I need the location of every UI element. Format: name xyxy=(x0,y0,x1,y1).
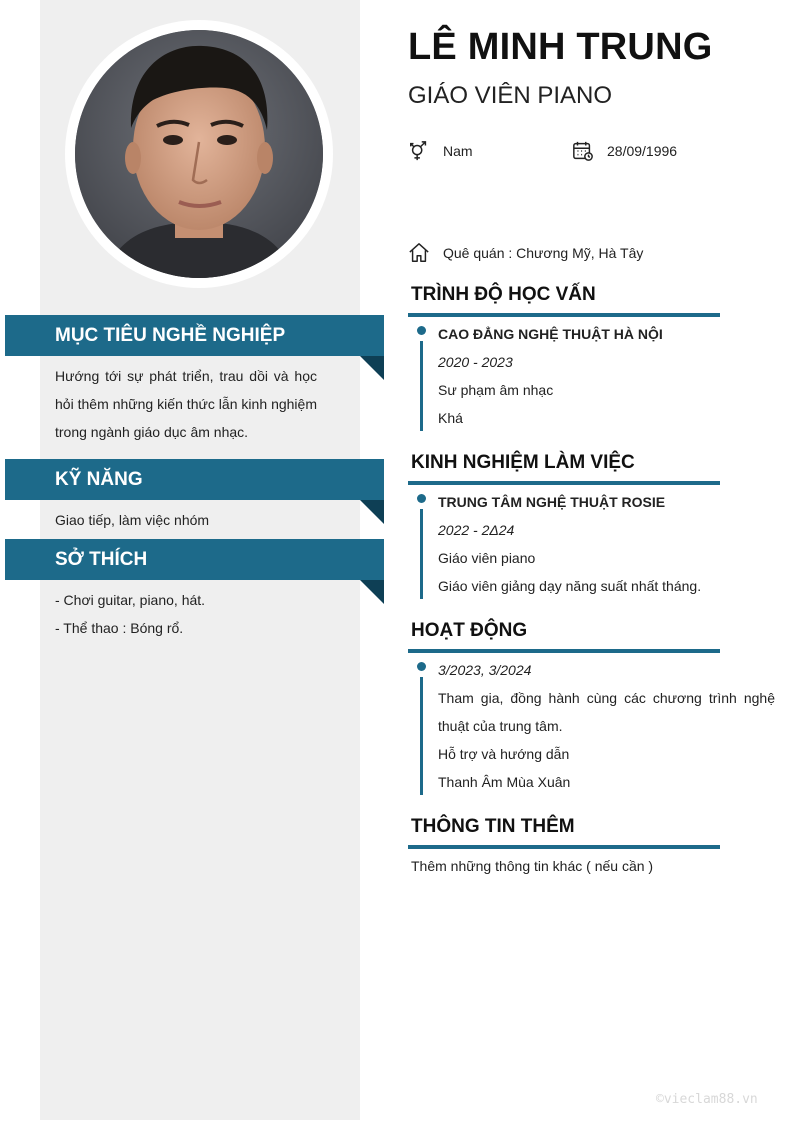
avatar-frame xyxy=(65,20,333,288)
gender-value: Nam xyxy=(443,143,473,159)
job-title: GIÁO VIÊN PIANO xyxy=(408,82,613,109)
ribbon-fold xyxy=(360,500,384,524)
experience-company: TRUNG TÂM NGHỆ THUẬT ROSIE xyxy=(438,494,666,510)
additional-heading: THÔNG TIN THÊM xyxy=(411,816,575,837)
skills-text: Giao tiếp, làm việc nhóm xyxy=(55,512,210,528)
education-grade: Khá xyxy=(438,410,463,426)
timeline-bar xyxy=(420,677,423,795)
objective-text: Hướng tới sự phát triển, trau dồi và học hỏi thêm những kiến thức lẫn kinh nghiệm trong ngành giáo dục âm nhạc. xyxy=(55,368,317,440)
section-divider xyxy=(408,481,720,485)
timeline-dot xyxy=(417,326,426,335)
objective-heading: MỤC TIÊU NGHỀ NGHIỆP xyxy=(5,315,384,356)
skills-heading: KỸ NĂNG xyxy=(5,459,384,500)
experience-heading: KINH NGHIỆM LÀM VIỆC xyxy=(411,452,635,473)
activities-heading: HOẠT ĐỘNG xyxy=(411,620,528,641)
additional-text: Thêm những thông tin khác ( nếu cần ) xyxy=(411,858,654,874)
avatar xyxy=(75,30,323,278)
hobby-item: - Chơi guitar, piano, hát. xyxy=(55,592,206,608)
activities-item: Thanh Âm Mùa Xuân xyxy=(438,774,571,790)
education-period: 2020 - 2023 xyxy=(438,354,513,370)
activities-description: Tham gia, đồng hành cùng các chương trình nghệ thuật của trung tâm. xyxy=(438,690,775,734)
section-divider xyxy=(408,649,720,653)
hobbies-heading: SỞ THÍCH xyxy=(5,539,384,580)
watermark: ©vieclam88.vn xyxy=(656,1092,758,1107)
gender-info xyxy=(408,140,473,162)
birthdate-value: 28/09/1996 xyxy=(607,143,678,159)
experience-note: Giáo viên giảng dạy năng suất nhất tháng. xyxy=(438,578,702,594)
education-heading: TRÌNH ĐỘ HỌC VẤN xyxy=(411,284,596,305)
section-divider xyxy=(408,845,720,849)
activities-item: Hỗ trợ và hướng dẫn xyxy=(438,746,570,762)
timeline-dot xyxy=(417,662,426,671)
gender-icon xyxy=(408,140,430,162)
section-divider xyxy=(408,313,720,317)
education-school: CAO ĐẲNG NGHỆ THUẬT HÀ NỘI xyxy=(438,326,663,342)
experience-role: Giáo viên piano xyxy=(438,550,536,566)
timeline-bar xyxy=(420,341,423,431)
home-icon xyxy=(408,242,430,264)
calendar-icon xyxy=(572,140,594,162)
candidate-name: LÊ MINH TRUNG xyxy=(408,26,713,68)
birthdate-info xyxy=(572,140,677,162)
hometown-value: Quê quán : Chương Mỹ, Hà Tây xyxy=(443,245,644,261)
ribbon-fold xyxy=(360,580,384,604)
timeline-dot xyxy=(417,494,426,503)
activities-period: 3/2023, 3/2024 xyxy=(438,662,532,678)
hobby-item: - Thể thao : Bóng rổ. xyxy=(55,620,184,636)
timeline-bar xyxy=(420,509,423,599)
education-major: Sư phạm âm nhạc xyxy=(438,382,554,398)
experience-period: 2022 - 2Δ24 xyxy=(438,522,515,538)
hometown-info xyxy=(408,242,643,264)
ribbon-fold xyxy=(360,356,384,380)
